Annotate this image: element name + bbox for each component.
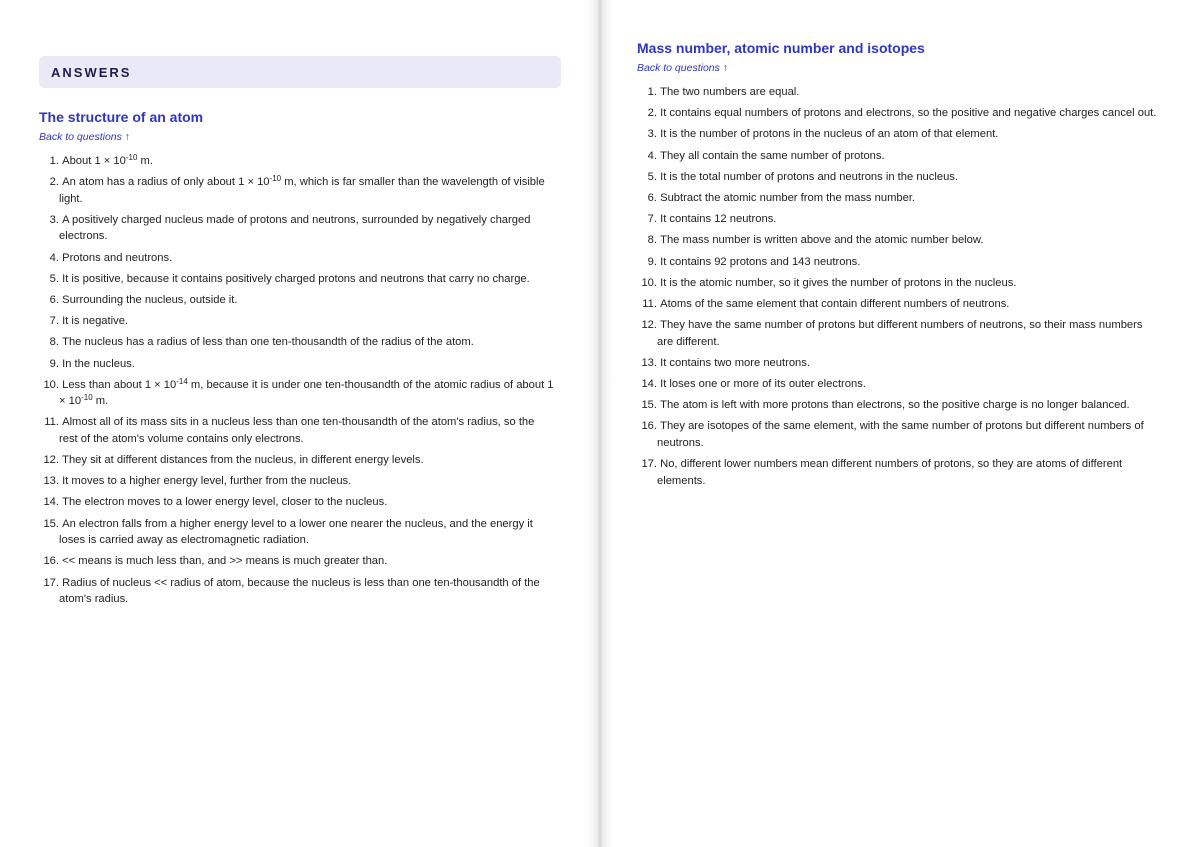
answer-item: [637, 105, 1160, 122]
answer-text: It is the total number of protons and neutrons in the nucleus.: [657, 170, 959, 183]
answer-item: [39, 377, 560, 410]
answer-item: [39, 575, 560, 608]
answer-text: In the nucleus.: [59, 357, 135, 370]
answer-text: It contains equal numbers of protons and electrons, so the positive and negative charges cancel out.: [657, 107, 1157, 120]
answer-number: 16.: [43, 555, 59, 568]
answer-text: They sit at different distances from the nucleus, in different energy levels.: [59, 454, 424, 467]
back-to-questions-link[interactable]: Back to questions ↑: [637, 62, 729, 74]
answer-text: Surrounding the nucleus, outside it.: [59, 293, 238, 306]
answer-number: 3.: [49, 213, 59, 226]
answer-number: 15.: [641, 399, 657, 412]
answer-text: It contains two more neutrons.: [657, 356, 810, 369]
answer-item: [637, 418, 1160, 451]
answer-text: They all contain the same number of protons.: [657, 149, 885, 162]
answer-text: It is the number of protons in the nucleus of an atom of that element.: [657, 128, 999, 141]
answer-item: [637, 84, 1160, 101]
answer-text: No, different lower numbers mean different numbers of protons, so they are atoms of different elements.: [657, 458, 1123, 487]
answers-list-atom-structure: [39, 153, 560, 608]
answer-text: Subtract the atomic number from the mass number.: [657, 191, 916, 204]
right-page: [598, 0, 1200, 847]
answer-number: 4.: [49, 251, 59, 264]
answer-item: [39, 414, 560, 447]
answer-item: [39, 313, 560, 330]
answer-item: [637, 190, 1160, 207]
answer-text: It is negative.: [59, 315, 129, 328]
answer-text: The nucleus has a radius of less than one ten-thousandth of the radius of the atom.: [59, 336, 474, 349]
section-title-atom-structure: The structure of an atom: [39, 109, 204, 125]
answer-number: 9.: [49, 357, 59, 370]
answer-item: [637, 169, 1160, 186]
answer-text: << means is much less than, and >> means is much greater than.: [59, 555, 388, 568]
answer-number: 13.: [641, 356, 657, 369]
answer-item: [637, 456, 1160, 489]
answer-item: [39, 516, 560, 549]
answer-text: The two numbers are equal.: [657, 86, 800, 98]
answer-text: They are isotopes of the same element, with the same number of protons but different numbers of neutrons.: [657, 420, 1144, 449]
answer-text: An electron falls from a higher energy level to a lower one nearer the nucleus, and the energy it loses is carried away as electromagnetic radiation.: [59, 517, 533, 547]
answer-number: 5.: [49, 272, 59, 285]
answer-number: 8.: [49, 336, 59, 349]
answer-number: 17.: [641, 458, 657, 470]
answer-number: 1.: [647, 86, 657, 98]
answer-item: [637, 317, 1160, 350]
answer-text: Almost all of its mass sits in a nucleus less than one ten-thousandth of the atom's radius, so the rest of the atom's volume contains only electrons.: [59, 416, 535, 445]
back-to-questions-link[interactable]: Back to questions ↑: [39, 131, 131, 143]
answer-number: 17.: [43, 576, 59, 589]
answer-text: It moves to a higher energy level, further from the nucleus.: [59, 475, 352, 488]
answer-text: The mass number is written above and the atomic number below.: [657, 234, 984, 247]
answer-number: 10.: [43, 378, 59, 391]
answer-number: 15.: [43, 517, 59, 530]
answer-number: 2.: [49, 176, 59, 189]
answers-banner: [39, 56, 561, 88]
answer-item: [39, 153, 560, 170]
answer-text: They have the same number of protons but different numbers of neutrons, so their mass numbers are different.: [657, 319, 1143, 348]
answer-item: [637, 126, 1160, 143]
answer-item: [39, 174, 560, 207]
answer-text: The atom is left with more protons than electrons, so the positive charge is no longer balanced.: [657, 399, 1130, 412]
answer-item: [637, 148, 1160, 165]
section-title-isotopes: Mass number, atomic number and isotopes: [637, 40, 925, 56]
answer-number: 16.: [641, 420, 657, 433]
answer-item: [637, 211, 1160, 228]
answer-number: 1.: [49, 155, 59, 167]
answer-number: 8.: [647, 234, 657, 247]
answers-list-isotopes: [637, 84, 1160, 489]
answer-number: 2.: [647, 107, 657, 120]
answer-number: 10.: [641, 276, 657, 289]
answer-text: About $1 \times 10^{-10}$ m.: [59, 153, 153, 167]
answer-text: It is positive, because it contains positively charged protons and neutrons that carry no charge.: [59, 272, 530, 285]
answer-item: [39, 271, 560, 288]
answer-number: 11.: [44, 416, 59, 429]
left-page: [0, 0, 598, 847]
answers-banner-label: ANSWERS: [51, 64, 132, 80]
answer-item: [637, 254, 1160, 271]
answer-item: [637, 232, 1160, 249]
answer-item: [39, 250, 560, 267]
answer-number: 3.: [647, 128, 657, 141]
answer-text: It is the atomic number, so it gives the number of protons in the nucleus.: [657, 276, 1017, 289]
answer-text: It contains 12 neutrons.: [657, 213, 777, 226]
answer-text: Radius of nucleus << radius of atom, because the nucleus is less than one ten-thousandth of the atom's radius.: [59, 576, 540, 605]
answer-item: [637, 376, 1160, 393]
answer-item: [39, 494, 560, 511]
answer-number: 7.: [49, 315, 59, 328]
answer-item: [39, 334, 560, 351]
answer-text: A positively charged nucleus made of protons and neutrons, surrounded by negatively charged electrons.: [59, 213, 531, 243]
answer-text: It contains 92 protons and 143 neutrons.: [657, 255, 861, 268]
answer-number: 14.: [43, 496, 59, 509]
answer-number: 7.: [647, 213, 657, 226]
answer-text: An atom has a radius of only about $1 \times 10^{-10}$ m, which is far smaller than the wavelength of visible light.: [59, 174, 545, 205]
answer-number: 5.: [647, 170, 657, 183]
answer-item: [637, 355, 1160, 372]
answer-item: [39, 452, 560, 469]
answer-number: 12.: [641, 319, 657, 332]
answer-number: 9.: [647, 255, 657, 268]
answer-text: It loses one or more of its outer electrons.: [657, 377, 866, 390]
answer-item: [39, 292, 560, 309]
answer-number: 14.: [641, 377, 657, 390]
answer-item: [637, 296, 1160, 313]
answer-text: Atoms of the same element that contain different numbers of neutrons.: [657, 297, 1010, 310]
answer-text: Protons and neutrons.: [59, 251, 173, 264]
answer-item: [39, 356, 560, 373]
answer-item: [39, 553, 560, 570]
answer-item: [637, 275, 1160, 292]
answer-number: 12.: [43, 454, 59, 467]
answer-text: Less than about $1 \times 10^{-14}$ m, because it is under one ten-thousandth of the atomic radius of about $1 \times 10^{-10}$ m.: [59, 376, 554, 408]
answer-item: [39, 212, 560, 245]
answer-number: 4.: [647, 149, 657, 162]
answer-text: The electron moves to a lower energy level, closer to the nucleus.: [59, 496, 388, 509]
answer-item: [39, 473, 560, 490]
answer-number: 6.: [49, 293, 59, 306]
answer-number: 11.: [642, 297, 657, 310]
answer-number: 6.: [647, 191, 657, 204]
answer-number: 13.: [43, 475, 59, 488]
answer-item: [637, 397, 1160, 414]
